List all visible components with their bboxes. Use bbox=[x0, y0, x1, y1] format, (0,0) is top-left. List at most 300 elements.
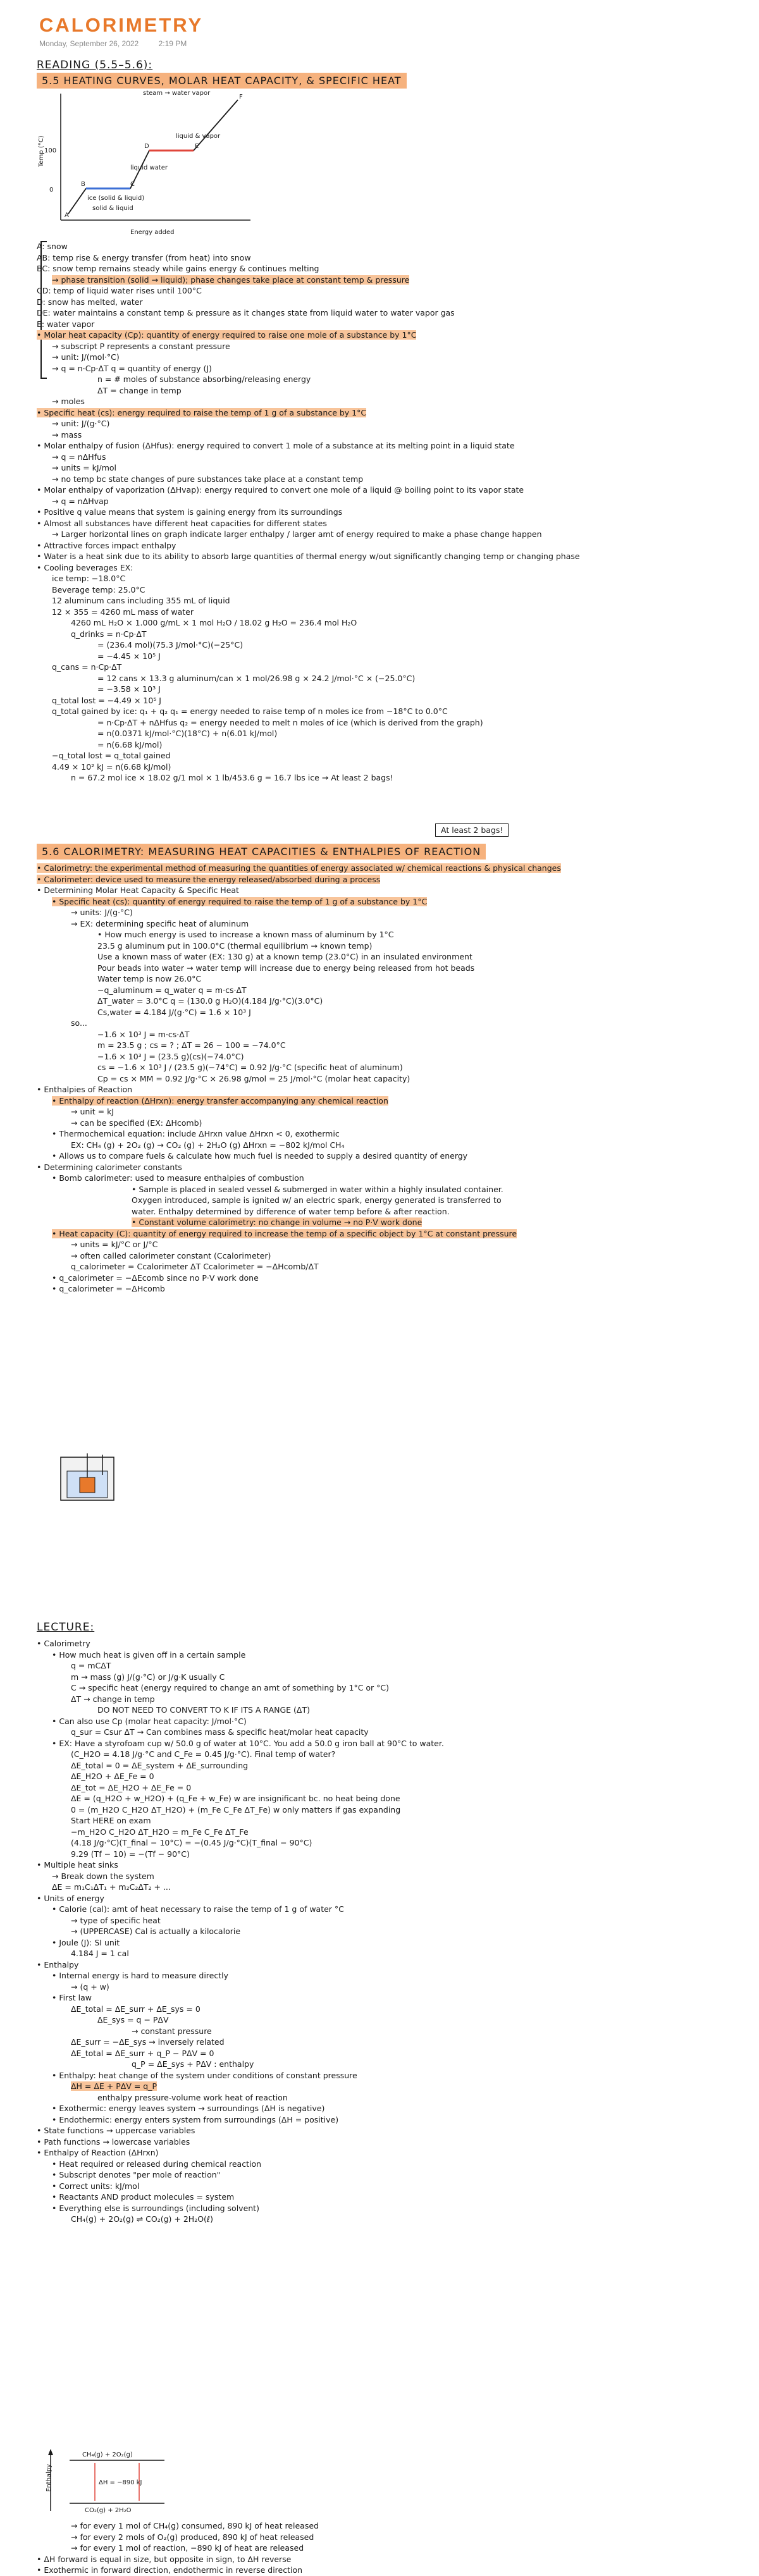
note-line bbox=[37, 1859, 739, 1871]
note-line bbox=[37, 2136, 739, 2148]
note-text: (4.18 J/g·°C)(T_final − 10°C) = −(0.45 J/g·°C)(T_final − 90°C) bbox=[71, 1838, 312, 1847]
note-text: → for every 1 mol of CH₄(g) consumed, 890 kJ of heat released bbox=[71, 2521, 319, 2530]
note-text: → q = nΔHvap bbox=[52, 496, 109, 506]
note-line bbox=[37, 319, 739, 330]
note-text: m → mass (g) J/(g·°C) or J/g·K usually C bbox=[71, 1672, 225, 1682]
graph-label-ice: ice (solid & liquid) bbox=[87, 195, 145, 202]
note-line bbox=[37, 1804, 739, 1816]
note-text: • Specific heat (cs): quantity of energy required to raise the temp of 1 g of a substance by 1°C bbox=[52, 896, 428, 906]
note-text: CH₄(g) + 2O₂(g) ⇌ CO₂(g) + 2H₂O(ℓ) bbox=[71, 2214, 213, 2224]
note-text: → q = nΔHfus bbox=[52, 452, 106, 462]
note-line bbox=[37, 706, 739, 717]
note-line bbox=[37, 1782, 739, 1794]
note-line bbox=[37, 407, 739, 419]
note-line bbox=[37, 2026, 739, 2037]
note-text: • Enthalpies of Reaction bbox=[37, 1085, 133, 1094]
note-text: A: snow bbox=[37, 242, 68, 251]
note-line bbox=[37, 2114, 739, 2126]
note-line bbox=[37, 2181, 739, 2192]
note-line bbox=[37, 728, 739, 739]
note-text: • Thermochemical equation: include ΔHrxn value ΔHrxn < 0, exothermic bbox=[52, 1129, 340, 1138]
note-text: DE: water maintains a constant temp & pressure as it changes state from liquid water to water vapor gas bbox=[37, 308, 455, 317]
note-line bbox=[37, 307, 739, 319]
note-line bbox=[37, 484, 739, 496]
note-text: • Multiple heat sinks bbox=[37, 1860, 118, 1870]
note-text: = (236.4 mol)(75.3 J/mol·°C)(−25°C) bbox=[97, 640, 244, 650]
note-line bbox=[37, 761, 739, 773]
note-text: q_sur = Csur ΔT → Can combines mass & specific heat/molar heat capacity bbox=[71, 1727, 369, 1737]
notes-section-5-6 bbox=[37, 863, 739, 1295]
note-line bbox=[37, 772, 739, 784]
note-line bbox=[37, 573, 739, 584]
note-line bbox=[37, 2125, 739, 2136]
note-line bbox=[37, 241, 739, 252]
note-line bbox=[37, 2103, 739, 2114]
note-line bbox=[37, 1084, 739, 1095]
notes-end bbox=[37, 2520, 739, 2576]
note-text: 12 × 355 = 4260 mL mass of water bbox=[52, 607, 194, 617]
note-text: → phase transition (solid → liquid); phase changes take place at constant temp & pressure bbox=[52, 274, 410, 285]
note-line bbox=[37, 1793, 739, 1804]
note-line bbox=[37, 739, 739, 751]
note-text: • Enthalpy: heat change of the system under conditions of constant pressure bbox=[52, 2070, 357, 2080]
note-text: 4.49 × 10² kJ = n(6.68 kJ/mol) bbox=[52, 761, 171, 772]
note-text: ΔE_sys = q − PΔV bbox=[97, 2015, 169, 2024]
note-line bbox=[37, 1649, 739, 1661]
note-text: EX: CH₄ (g) + 2O₂ (g) → CO₂ (g) + 2H₂O (g) ΔHrxn = −802 kJ/mol CH₄ bbox=[71, 1140, 345, 1150]
note-text: → can be specified (EX: ΔHcomb) bbox=[71, 1118, 202, 1128]
note-text: Pour beads into water → water temp will increase due to energy being released from hot beads bbox=[97, 963, 475, 973]
note-text: • Calorimetry bbox=[37, 1639, 90, 1648]
enthalpy-diagram bbox=[38, 2448, 202, 2517]
heating-curve-graph bbox=[35, 87, 263, 239]
note-line bbox=[37, 1948, 739, 1959]
point-f: F bbox=[239, 94, 243, 101]
note-text: • Reactants AND product molecules = system bbox=[52, 2192, 235, 2202]
note-text: → unit: J/(mol·°C) bbox=[52, 352, 120, 362]
note-line bbox=[37, 1051, 739, 1063]
note-line bbox=[37, 1029, 739, 1040]
point-c: C bbox=[130, 181, 135, 188]
note-text: → units: J/(g·°C) bbox=[71, 908, 133, 917]
note-text: = −3.58 × 10³ J bbox=[97, 684, 161, 694]
note-line bbox=[37, 629, 739, 640]
note-line bbox=[37, 1184, 739, 1195]
point-a: A bbox=[65, 212, 69, 219]
note-text: Use a known mass of water (EX: 130 g) at a known temp (23.0°C) in an insulated environment bbox=[97, 952, 472, 961]
note-line bbox=[37, 374, 739, 385]
note-text: enthalpy pressure-volume work heat of reaction bbox=[97, 2092, 288, 2102]
note-line bbox=[37, 418, 739, 429]
note-text: → (q + w) bbox=[71, 1981, 109, 1992]
note-text: so... bbox=[71, 1018, 87, 1028]
note-line bbox=[37, 1638, 739, 1649]
note-text: → units = kJ/°C or J/°C bbox=[71, 1240, 158, 1249]
note-text: • Molar heat capacity (Cp): quantity of energy required to raise one mole of a substance by 1°C bbox=[37, 330, 417, 340]
note-line bbox=[37, 352, 739, 363]
note-line bbox=[37, 462, 739, 474]
note-text: q_total gained by ice: q₁ + q₂ q₁ = energy needed to raise temp of n moles ice from −18°C to 0.0°C bbox=[52, 706, 448, 716]
note-line bbox=[37, 429, 739, 441]
note-text: = n·Cp·ΔT + nΔHfus q₂ = energy needed to melt n moles of ice (which is derived from the graph) bbox=[97, 717, 483, 727]
note-text: → Larger horizontal lines on graph indicate larger enthalpy / larger amt of energy required to make a phase change happen bbox=[52, 529, 542, 539]
bomb-calorimeter-sketch bbox=[58, 1452, 116, 1503]
note-line bbox=[37, 1738, 739, 1749]
point-e: E bbox=[195, 143, 199, 150]
note-line bbox=[37, 1694, 739, 1705]
notes-lecture bbox=[37, 1638, 739, 2225]
page-time: 2:19 PM bbox=[158, 39, 187, 48]
note-line bbox=[37, 1273, 739, 1284]
graph-ylabel: Temp (°C) bbox=[38, 135, 45, 167]
note-line bbox=[37, 529, 739, 540]
note-line bbox=[37, 662, 739, 673]
note-line bbox=[37, 263, 739, 274]
note-line bbox=[37, 2059, 739, 2070]
note-line bbox=[37, 1217, 739, 1228]
note-text: • Enthalpy of Reaction (ΔHrxn) bbox=[37, 2148, 159, 2157]
note-text: 4260 mL H₂O × 1.000 g/mL × 1 mol H₂O / 18.02 g H₂O = 236.4 mol H₂O bbox=[71, 618, 357, 627]
diagram-bottom: CO₂(g) + 2H₂O bbox=[85, 2507, 132, 2514]
note-line bbox=[37, 385, 739, 397]
note-text: water. Enthalpy determined by difference of water temp before & after reaction. bbox=[132, 1206, 450, 1216]
note-text: −1.6 × 10³ J = m·cs·ΔT bbox=[97, 1029, 190, 1039]
note-text: ΔT → change in temp bbox=[71, 1694, 155, 1704]
note-line bbox=[37, 252, 739, 264]
note-line bbox=[37, 673, 739, 684]
note-line bbox=[37, 297, 739, 308]
note-line bbox=[37, 2542, 739, 2554]
note-text: • Units of energy bbox=[37, 1893, 104, 1903]
note-text: C → specific heat (energy required to change an amt of something by 1°C or °C) bbox=[71, 1683, 390, 1692]
note-text: Start HERE on exam bbox=[71, 1816, 151, 1825]
note-text: • Cooling beverages EX: bbox=[37, 562, 133, 572]
note-line bbox=[37, 518, 739, 529]
note-text: (C_H2O = 4.18 J/g·°C and C_Fe = 0.45 J/g·°C). Final temp of water? bbox=[71, 1749, 336, 1759]
note-line bbox=[37, 341, 739, 352]
note-text: • q_calorimeter = −ΔHcomb bbox=[52, 1284, 165, 1293]
note-line bbox=[37, 440, 739, 452]
note-line bbox=[37, 1007, 739, 1018]
note-line bbox=[37, 2147, 739, 2159]
note-text: • How much energy is used to increase a known mass of aluminum by 1°C bbox=[97, 930, 394, 939]
note-line bbox=[37, 995, 739, 1007]
note-line bbox=[37, 1915, 739, 1926]
note-line bbox=[37, 1073, 739, 1085]
note-line bbox=[37, 651, 739, 662]
note-line bbox=[37, 1749, 739, 1760]
note-line bbox=[37, 750, 739, 761]
note-line bbox=[37, 1150, 739, 1162]
note-text: • Bomb calorimeter: used to measure enthalpies of combustion bbox=[52, 1173, 304, 1183]
note-line bbox=[37, 1771, 739, 1782]
note-line bbox=[37, 2169, 739, 2181]
note-line bbox=[37, 2081, 739, 2092]
note-line bbox=[37, 2191, 739, 2203]
note-text: q = mCΔT bbox=[71, 1661, 111, 1670]
note-text: • Calorimeter: device used to measure the energy released/absorbed during a process bbox=[37, 874, 381, 884]
note-text: BC: snow temp remains steady while gains energy & continues melting bbox=[37, 264, 319, 273]
note-line bbox=[37, 695, 739, 706]
note-line bbox=[37, 1871, 739, 1882]
note-text: • Determining calorimeter constants bbox=[37, 1162, 182, 1172]
note-line bbox=[37, 1704, 739, 1716]
note-line bbox=[37, 1959, 739, 1971]
note-text: • Almost all substances have different heat capacities for different states bbox=[37, 518, 327, 528]
note-line bbox=[37, 2203, 739, 2214]
reading-heading: READING (5.5–5.6): bbox=[37, 59, 153, 71]
diagram-axis: Enthalpy bbox=[46, 2463, 52, 2492]
note-text: • ΔH forward is equal in size, but opposite in sign, to ΔH reverse bbox=[37, 2554, 292, 2564]
note-text: ΔE_total = 0 = ΔE_system + ΔE_surrounding bbox=[71, 1760, 249, 1770]
note-text: ΔE = m₁C₁ΔT₁ + m₂C₂ΔT₂ + ... bbox=[52, 1882, 171, 1892]
note-line bbox=[37, 2520, 739, 2532]
note-text: n = # moles of substance absorbing/releasing energy bbox=[97, 374, 311, 384]
note-line bbox=[37, 907, 739, 918]
section-banner-5-5: 5.5 HEATING CURVES, MOLAR HEAT CAPACITY, & SPECIFIC HEAT bbox=[37, 73, 407, 89]
note-text: ΔE = (q_H2O + w_H2O) + (q_Fe + w_Fe) w are insignificant bc. no heat being done bbox=[71, 1794, 400, 1803]
note-line bbox=[37, 452, 739, 463]
note-text: → moles bbox=[52, 397, 85, 406]
note-text: 0 = (m_H2O C_H2O ΔT_H2O) + (m_Fe C_Fe ΔT_Fe) w only matters if gas expanding bbox=[71, 1804, 401, 1815]
note-line bbox=[37, 951, 739, 963]
note-line bbox=[37, 1106, 739, 1118]
note-text: • Molar enthalpy of vaporization (ΔHvap): energy required to convert one mole of a liquid @ boiling point to its vapor state bbox=[37, 485, 524, 495]
diagram-mid: ΔH = −890 kJ bbox=[99, 2479, 142, 2486]
note-text: • Endothermic: energy enters system from surroundings (ΔH = positive) bbox=[52, 2114, 339, 2124]
note-text: Water temp is now 26.0°C bbox=[97, 974, 202, 983]
note-line bbox=[37, 684, 739, 695]
note-text: q_drinks = n·Cp·ΔT bbox=[71, 629, 147, 639]
note-text: −q_total lost = q_total gained bbox=[52, 751, 171, 760]
note-line bbox=[37, 918, 739, 930]
page-meta bbox=[39, 39, 204, 48]
note-text: ΔH = ΔE + PΔV = q_P bbox=[71, 2081, 157, 2091]
note-line bbox=[37, 1727, 739, 1738]
page-date: Monday, September 26, 2022 bbox=[39, 39, 139, 48]
note-text: ΔT_water = 3.0°C q = (130.0 g H₂O)(4.184 J/g·°C)(3.0°C) bbox=[97, 996, 323, 1006]
note-text: AB: temp rise & energy transfer (from heat) into snow bbox=[37, 252, 251, 262]
note-line bbox=[37, 562, 739, 574]
note-line bbox=[37, 1827, 739, 1838]
note-text: • Positive q value means that system is gaining energy from its surroundings bbox=[37, 507, 343, 517]
note-line bbox=[37, 474, 739, 485]
note-text: −m_H2O C_H2O ΔT_H2O = m_Fe C_Fe ΔT_Fe bbox=[71, 1827, 249, 1837]
note-text: • Constant volume calorimetry: no change in volume → no P·V work done bbox=[132, 1217, 423, 1227]
graph-tick-0: 0 bbox=[49, 187, 54, 194]
note-line bbox=[37, 1992, 739, 2004]
graph-label-liquid: liquid water bbox=[130, 164, 168, 171]
note-line bbox=[37, 285, 739, 297]
note-text: ΔT = change in temp bbox=[97, 385, 182, 395]
note-text: q_cans = n·Cp·ΔT bbox=[52, 662, 122, 672]
note-line bbox=[37, 595, 739, 607]
note-line bbox=[37, 1018, 739, 1029]
note-line bbox=[37, 885, 739, 896]
point-b: B bbox=[81, 181, 85, 188]
note-line bbox=[37, 1206, 739, 1217]
note-line bbox=[37, 1228, 739, 1240]
note-text: → units = kJ/mol bbox=[52, 463, 117, 472]
note-line bbox=[37, 963, 739, 974]
note-line bbox=[37, 2214, 739, 2225]
note-text: • Correct units: kJ/mol bbox=[52, 2181, 140, 2191]
note-line bbox=[37, 896, 739, 908]
note-line bbox=[37, 1682, 739, 1694]
note-text: = −4.45 × 10⁵ J bbox=[97, 651, 161, 661]
answer-box-bags: At least 2 bags! bbox=[435, 823, 509, 837]
note-text: • Specific heat (cs): energy required to raise the temp of 1 g of a substance by 1°C bbox=[37, 407, 367, 417]
note-line bbox=[37, 2092, 739, 2104]
note-text: • Calorimetry: the experimental method of measuring the quantities of energy associated w/ chemical reactions & physical changes bbox=[37, 863, 561, 873]
note-text: DO NOT NEED TO CONVERT TO K IF ITS A RANGE (ΔT) bbox=[97, 1705, 310, 1715]
note-line bbox=[37, 1660, 739, 1672]
note-text: ΔE_total = ΔE_surr + q_P − PΔV = 0 bbox=[71, 2048, 214, 2058]
note-text: • Exothermic: energy leaves system → surroundings (ΔH is negative) bbox=[52, 2104, 325, 2113]
page-title: CALORIMETRY bbox=[39, 14, 204, 36]
note-text: → no temp bc state changes of pure substances take place at a constant temp bbox=[52, 474, 364, 484]
note-text: 9.29 (Tf − 10) = −(Tf − 90°C) bbox=[71, 1849, 190, 1859]
note-text: • Attractive forces impact enthalpy bbox=[37, 540, 176, 550]
graph-label-solid-liquid: solid & liquid bbox=[92, 205, 133, 212]
note-line bbox=[37, 551, 739, 562]
note-text: • Internal energy is hard to measure directly bbox=[52, 1971, 229, 1980]
note-text: cs = −1.6 × 10³ J / (23.5 g)(−74°C) = 0.92 J/g·°C (specific heat of aluminum) bbox=[97, 1063, 403, 1072]
note-line bbox=[37, 940, 739, 952]
note-line bbox=[37, 1283, 739, 1295]
notes-section-5-5 bbox=[37, 241, 739, 784]
note-line bbox=[37, 1904, 739, 1915]
note-text: ΔE_total = ΔE_surr + ΔE_sys = 0 bbox=[71, 2004, 201, 2014]
note-text: D: snow has melted, water bbox=[37, 297, 143, 307]
note-text: q_total lost = −4.49 × 10⁵ J bbox=[52, 695, 161, 705]
note-text: • How much heat is given off in a certain sample bbox=[52, 1649, 246, 1660]
note-text: → EX: determining specific heat of aluminum bbox=[71, 918, 249, 928]
note-text: → mass bbox=[52, 429, 82, 440]
note-text: • Everything else is surroundings (including solvent) bbox=[52, 2203, 259, 2213]
note-text: CD: temp of liquid water rises until 100°C bbox=[37, 286, 202, 295]
note-text: • Allows us to compare fuels & calculate how much fuel is needed to supply a desired quantity of energy bbox=[52, 1151, 468, 1161]
note-line bbox=[37, 1040, 739, 1051]
note-line bbox=[37, 1849, 739, 1860]
note-text: ΔE_tot = ΔE_H2O + ΔE_Fe = 0 bbox=[71, 1782, 192, 1792]
note-line bbox=[37, 2532, 739, 2543]
note-line bbox=[37, 607, 739, 618]
note-line bbox=[37, 1173, 739, 1184]
note-line bbox=[37, 2554, 739, 2565]
note-line bbox=[37, 2070, 739, 2081]
note-text: Oxygen introduced, sample is ignited w/ an electric spark, energy generated is transferred to bbox=[132, 1195, 502, 1205]
note-line bbox=[37, 363, 739, 374]
note-text: E: water vapor bbox=[37, 319, 95, 329]
note-text: • EX: Have a styrofoam cup w/ 50.0 g of water at 10°C. You add a 50.0 g iron ball at 90°C to water. bbox=[52, 1738, 444, 1748]
note-text: • q_calorimeter = −ΔEcomb since no P·V work done bbox=[52, 1273, 259, 1283]
note-text: → for every 1 mol of reaction, −890 kJ of heat are released bbox=[71, 2543, 304, 2553]
note-text: • Heat required or released during chemical reaction bbox=[52, 2159, 262, 2169]
note-text: → subscript P represents a constant pressure bbox=[52, 341, 230, 351]
note-line bbox=[37, 874, 739, 885]
note-line bbox=[37, 540, 739, 552]
note-text: • Molar enthalpy of fusion (ΔHfus): energy required to convert 1 mole of a substance at its melting point in a liquid state bbox=[37, 441, 515, 450]
note-line bbox=[37, 1882, 739, 1893]
note-line bbox=[37, 1095, 739, 1107]
note-line bbox=[37, 1062, 739, 1073]
note-text: • Determining Molar Heat Capacity & Specific Heat bbox=[37, 885, 239, 895]
note-text: = n(0.0371 kJ/mol·°C)(18°C) + n(6.01 kJ/mol) bbox=[97, 729, 278, 738]
note-line bbox=[37, 330, 739, 341]
note-text: • Heat capacity (C): quantity of energy required to increase the temp of a specific object by 1°C at constant pressure bbox=[52, 1228, 517, 1238]
note-text: • Water is a heat sink due to its ability to absorb large quantities of thermal energy w/out significantly changing temp or changing phase bbox=[37, 552, 580, 561]
note-line bbox=[37, 1926, 739, 1937]
note-line bbox=[37, 584, 739, 596]
note-text: Cs,water = 4.184 J/(g·°C) = 1.6 × 10³ J bbox=[97, 1007, 251, 1017]
note-line bbox=[37, 2159, 739, 2170]
note-line bbox=[37, 1672, 739, 1683]
diagram-top: CH₄(g) + 2O₂(g) bbox=[82, 2451, 133, 2458]
note-line bbox=[37, 985, 739, 996]
note-text: q_P = ΔE_sys + PΔV : enthalpy bbox=[132, 2059, 254, 2069]
point-d: D bbox=[144, 143, 149, 150]
note-text: → unit = kJ bbox=[71, 1107, 114, 1116]
note-text: → Break down the system bbox=[52, 1871, 154, 1881]
note-text: • Enthalpy bbox=[37, 1959, 79, 1969]
note-line bbox=[37, 2048, 739, 2059]
note-line bbox=[37, 1837, 739, 1849]
note-text: → for every 2 mols of O₂(g) produced, 890 kJ of heat released bbox=[71, 2532, 314, 2542]
note-text: = 12 cans × 13.3 g aluminum/can × 1 mol/26.98 g × 24.2 J/mol·°C × (−25.0°C) bbox=[97, 673, 416, 683]
note-text: 23.5 g aluminum put in 100.0°C (thermal equilibrium → known temp) bbox=[97, 940, 373, 951]
note-line bbox=[37, 639, 739, 651]
graph-label-liquid-vapor: liquid & vapor bbox=[176, 133, 221, 140]
graph-label-steam: steam → water vapor bbox=[143, 90, 211, 97]
note-line bbox=[37, 1128, 739, 1140]
note-text: • Exothermic in forward direction, endothermic in reverse direction bbox=[37, 2565, 303, 2575]
note-text: −q_aluminum = q_water q = m·cs·ΔT bbox=[97, 985, 247, 995]
note-line bbox=[37, 1195, 739, 1206]
note-line bbox=[37, 2014, 739, 2026]
note-text: • Calorie (cal): amt of heat necessary to raise the temp of 1 g of water °C bbox=[52, 1904, 344, 1914]
section-banner-5-6: 5.6 CALORIMETRY: MEASURING HEAT CAPACITIES & ENTHALPIES OF REACTION bbox=[37, 844, 486, 860]
note-text: n = 67.2 mol ice × 18.02 g/1 mol × 1 lb/453.6 g = 16.7 lbs ice → At least 2 bags! bbox=[71, 773, 393, 782]
note-line bbox=[37, 1162, 739, 1173]
note-text: ΔE_H2O + ΔE_Fe = 0 bbox=[71, 1772, 154, 1781]
note-line bbox=[37, 1937, 739, 1949]
note-line bbox=[37, 1981, 739, 1993]
note-text: Cp = cs × MM = 0.92 J/g·°C × 26.98 g/mol = 25 J/mol·°C (molar heat capacity) bbox=[97, 1073, 410, 1083]
note-line bbox=[37, 973, 739, 985]
note-line bbox=[37, 2004, 739, 2015]
note-line bbox=[37, 863, 739, 874]
note-text: • State functions → uppercase variables bbox=[37, 2126, 195, 2135]
note-text: → constant pressure bbox=[132, 2026, 212, 2036]
note-line bbox=[37, 929, 739, 940]
note-line bbox=[37, 1118, 739, 1129]
note-text: ΔE_surr = −ΔE_sys → inversely related bbox=[71, 2037, 225, 2047]
lecture-heading-wrap bbox=[37, 1622, 739, 1634]
note-line bbox=[37, 1261, 739, 1273]
note-text: Beverage temp: 25.0°C bbox=[52, 584, 145, 595]
note-line bbox=[37, 496, 739, 507]
note-text: → (UPPERCASE) Cal is actually a kilocalorie bbox=[71, 1926, 241, 1936]
graph-tick-100: 100 bbox=[44, 147, 57, 154]
note-text: 4.184 J = 1 cal bbox=[71, 1949, 129, 1958]
note-text: ice temp: −18.0°C bbox=[52, 574, 126, 583]
note-text: → type of specific heat bbox=[71, 1915, 161, 1925]
note-text: • First law bbox=[52, 1993, 92, 2002]
note-line bbox=[37, 1893, 739, 1904]
note-text: • Can also use Cp (molar heat capacity: J/mol·°C) bbox=[52, 1716, 247, 1726]
note-text: • Sample is placed in sealed vessel & submerged in water within a highly insulated container. bbox=[132, 1184, 503, 1194]
